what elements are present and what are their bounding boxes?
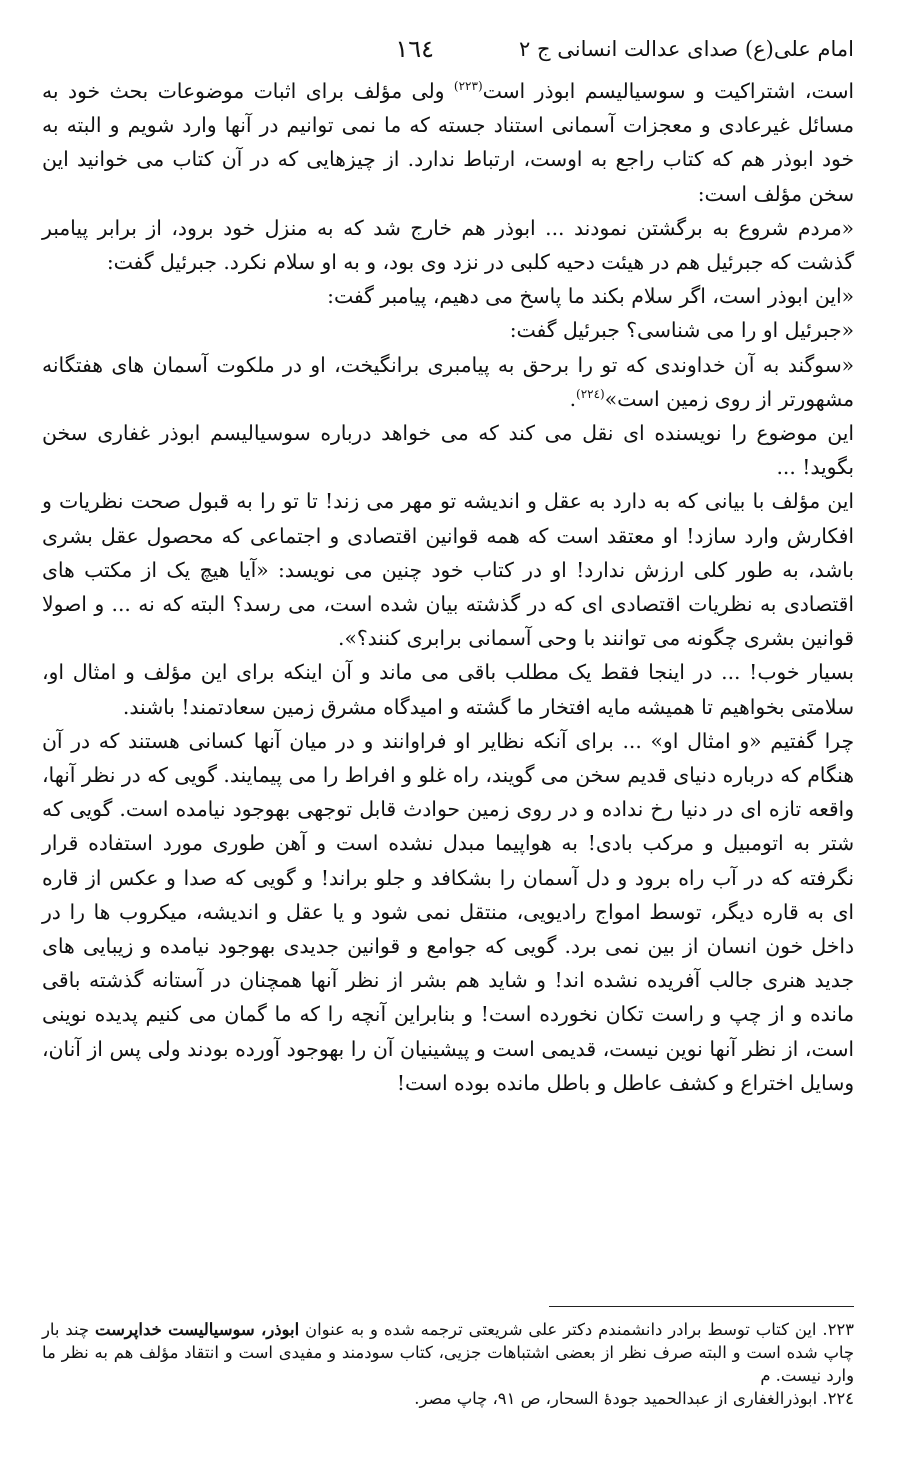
- quote-dialogue-3: «جبرئیل او را می شناسی؟ جبرئیل گفت:: [509, 318, 854, 343]
- page-number: ۱٦٤: [395, 35, 434, 63]
- quote-dialogue-4-end: .: [569, 386, 577, 411]
- paragraph-3: این مؤلف با بیانی که به دارد به عقل و اندیشه تو مهر می زند! تا تو را به قبول صحت نظریات و افکارش وارد سازد! او معتقد است که همه قوانین اقتصادی و اجتماعی که محصول عقل بشری باشد، به طور کلی ارزش ندارد! او در کتاب خود چنین می نویسد: «آیا هیچ یک از مکتب های اقتصادی به نظریات اقتصادی ای که در گذشته بیان شده است، می رسد؟ البته که نه ... و اصولا قوانین بشری چگونه می توانند با وحی آسمانی برابری کنند؟».: [42, 489, 854, 651]
- page-header: [42, 34, 854, 74]
- footnote-223: [42, 1318, 854, 1387]
- quote-dialogue-4-text: «سوگند به آن خداوندی که تو را برحق به پیامبری برانگیخت، او در ملکوت آسمان های هفتگانه مشهورتر از روی زمین است»: [42, 352, 854, 411]
- main-text: [42, 74, 854, 1100]
- quote-dialogue-1: «مردم شروع به برگشتن نمودند ... ابوذر هم خارج شد که به منزل خود برود، از برابر پیامبر گذشت که جبرئیل هم در هیئت دحیه کلبی در نزد وی بود، و به او سلام نکرد. جبرئیل گفت:: [42, 215, 854, 275]
- footnote-ref-224: (۲۲٤): [576, 387, 605, 402]
- quote-dialogue-2: «این ابوذر است، اگر سلام بکند ما پاسخ می دهیم، پیامبر گفت:: [327, 284, 854, 309]
- footnote-ref-223: (۲۲۳): [453, 79, 483, 94]
- footnote-separator: [549, 1306, 854, 1307]
- paragraph-2: این موضوع را نویسنده ای نقل می کند که می خواهد درباره سوسیالیسم ابوذر غفاری سخن بگوید! ...: [42, 421, 854, 480]
- paragraph-intro-part-2: ولی مؤلف برای اثبات موضوعات بحث خود به مسائل غیرعادی و معجزات آسمانی استناد جسته که ما نمی توانیم در آنها وارد شویم و البته به خود ابوذر هم که کتاب راجع به اوست، ارتباط ندارد. از چیزهایی که در آن کتاب می خوانید این سخن مؤلف است:: [42, 79, 854, 206]
- paragraph-4: بسیار خوب! ... در اینجا فقط یک مطلب باقی می ماند و آن اینکه برای این مؤلف و امثال او، سلامتی بخواهیم تا همیشه مایه افتخار ما گشته و امیدگاه مشرق زمین سعادتمند! باشند.: [42, 660, 854, 719]
- footnote-224: ۲۲٤. ابوذرالغفاری از عبدالحمید جودهٔ السحار، ص ۹۱، چاپ مصر.: [414, 1389, 854, 1408]
- footnote-223-part-1: ۲۲۳. این کتاب توسط برادر دانشمندم دکتر علی شریعتی ترجمه شده و به عنوان: [299, 1320, 854, 1339]
- footnotes: [42, 1318, 854, 1410]
- running-title: امام علی(ع) صدای عدالت انسانی ج ۲: [519, 37, 854, 61]
- footnote-223-part-2: چند بار چاپ شده است و البته صرف نظر از بعضی اشتباهات جزیی، کتاب سودمند و مفیدی است و انتقاد مؤلف هم به نظر ما وارد نیست. م: [42, 1320, 854, 1385]
- paragraph-intro: [42, 74, 854, 211]
- paragraph-5: چرا گفتیم «و امثال او» ... برای آنکه نظایر او فراوانند و در میان آنها کسانی هستند که در آن هنگام که درباره دنیای قدیم سخن می گویند، راه غلو و افراط را می پیمایند. گویی که در نظر آنها، واقعه تازه ای در دنیا رخ نداده و در روی زمین حوادث قابل توجهی بهوجود نیامده است. گویی که شتر به اتومبیل و مرکب بادی! به هواپیما مبدل نشده است و آهن طوری مورد استفاده قرار نگرفته که در آب راه برود و دل آسمان را بشکافد و جلو براند! و گویی که صدا و عکس از قاره ای به قاره دیگر، توسط امواج رادیویی، منتقل نمی شود و یا عقل و اندیشه، میکروب ها را در داخل خون انسان از بین نمی برد. گویی که جوامع و قوانین جدیدی بهوجود نیامده و زیبایی های جدید هنری جالب آفریده نشده اند! و شاید هم بشر از نظر آنها همچنان در آستانه گذشته باقی مانده و از چپ و راست تکان نخورده است! و بنابراین آنچه را که ما گمان می کنیم پدیده نوینی است، از نظر آنها نوین نیست، قدیمی است و پیشینیان آن را بهوجود آورده بودند ولی پس از آنان، وسایل اختراع و کشف عاطل و باطل مانده بوده است!: [42, 728, 854, 1095]
- quote-dialogue-4: [42, 348, 854, 416]
- footnote-223-book-title: ابوذر، سوسیالیست خداپرست: [94, 1320, 300, 1339]
- paragraph-intro-part-1: است، اشتراکیت و سوسیالیسم ابوذر است: [482, 79, 854, 103]
